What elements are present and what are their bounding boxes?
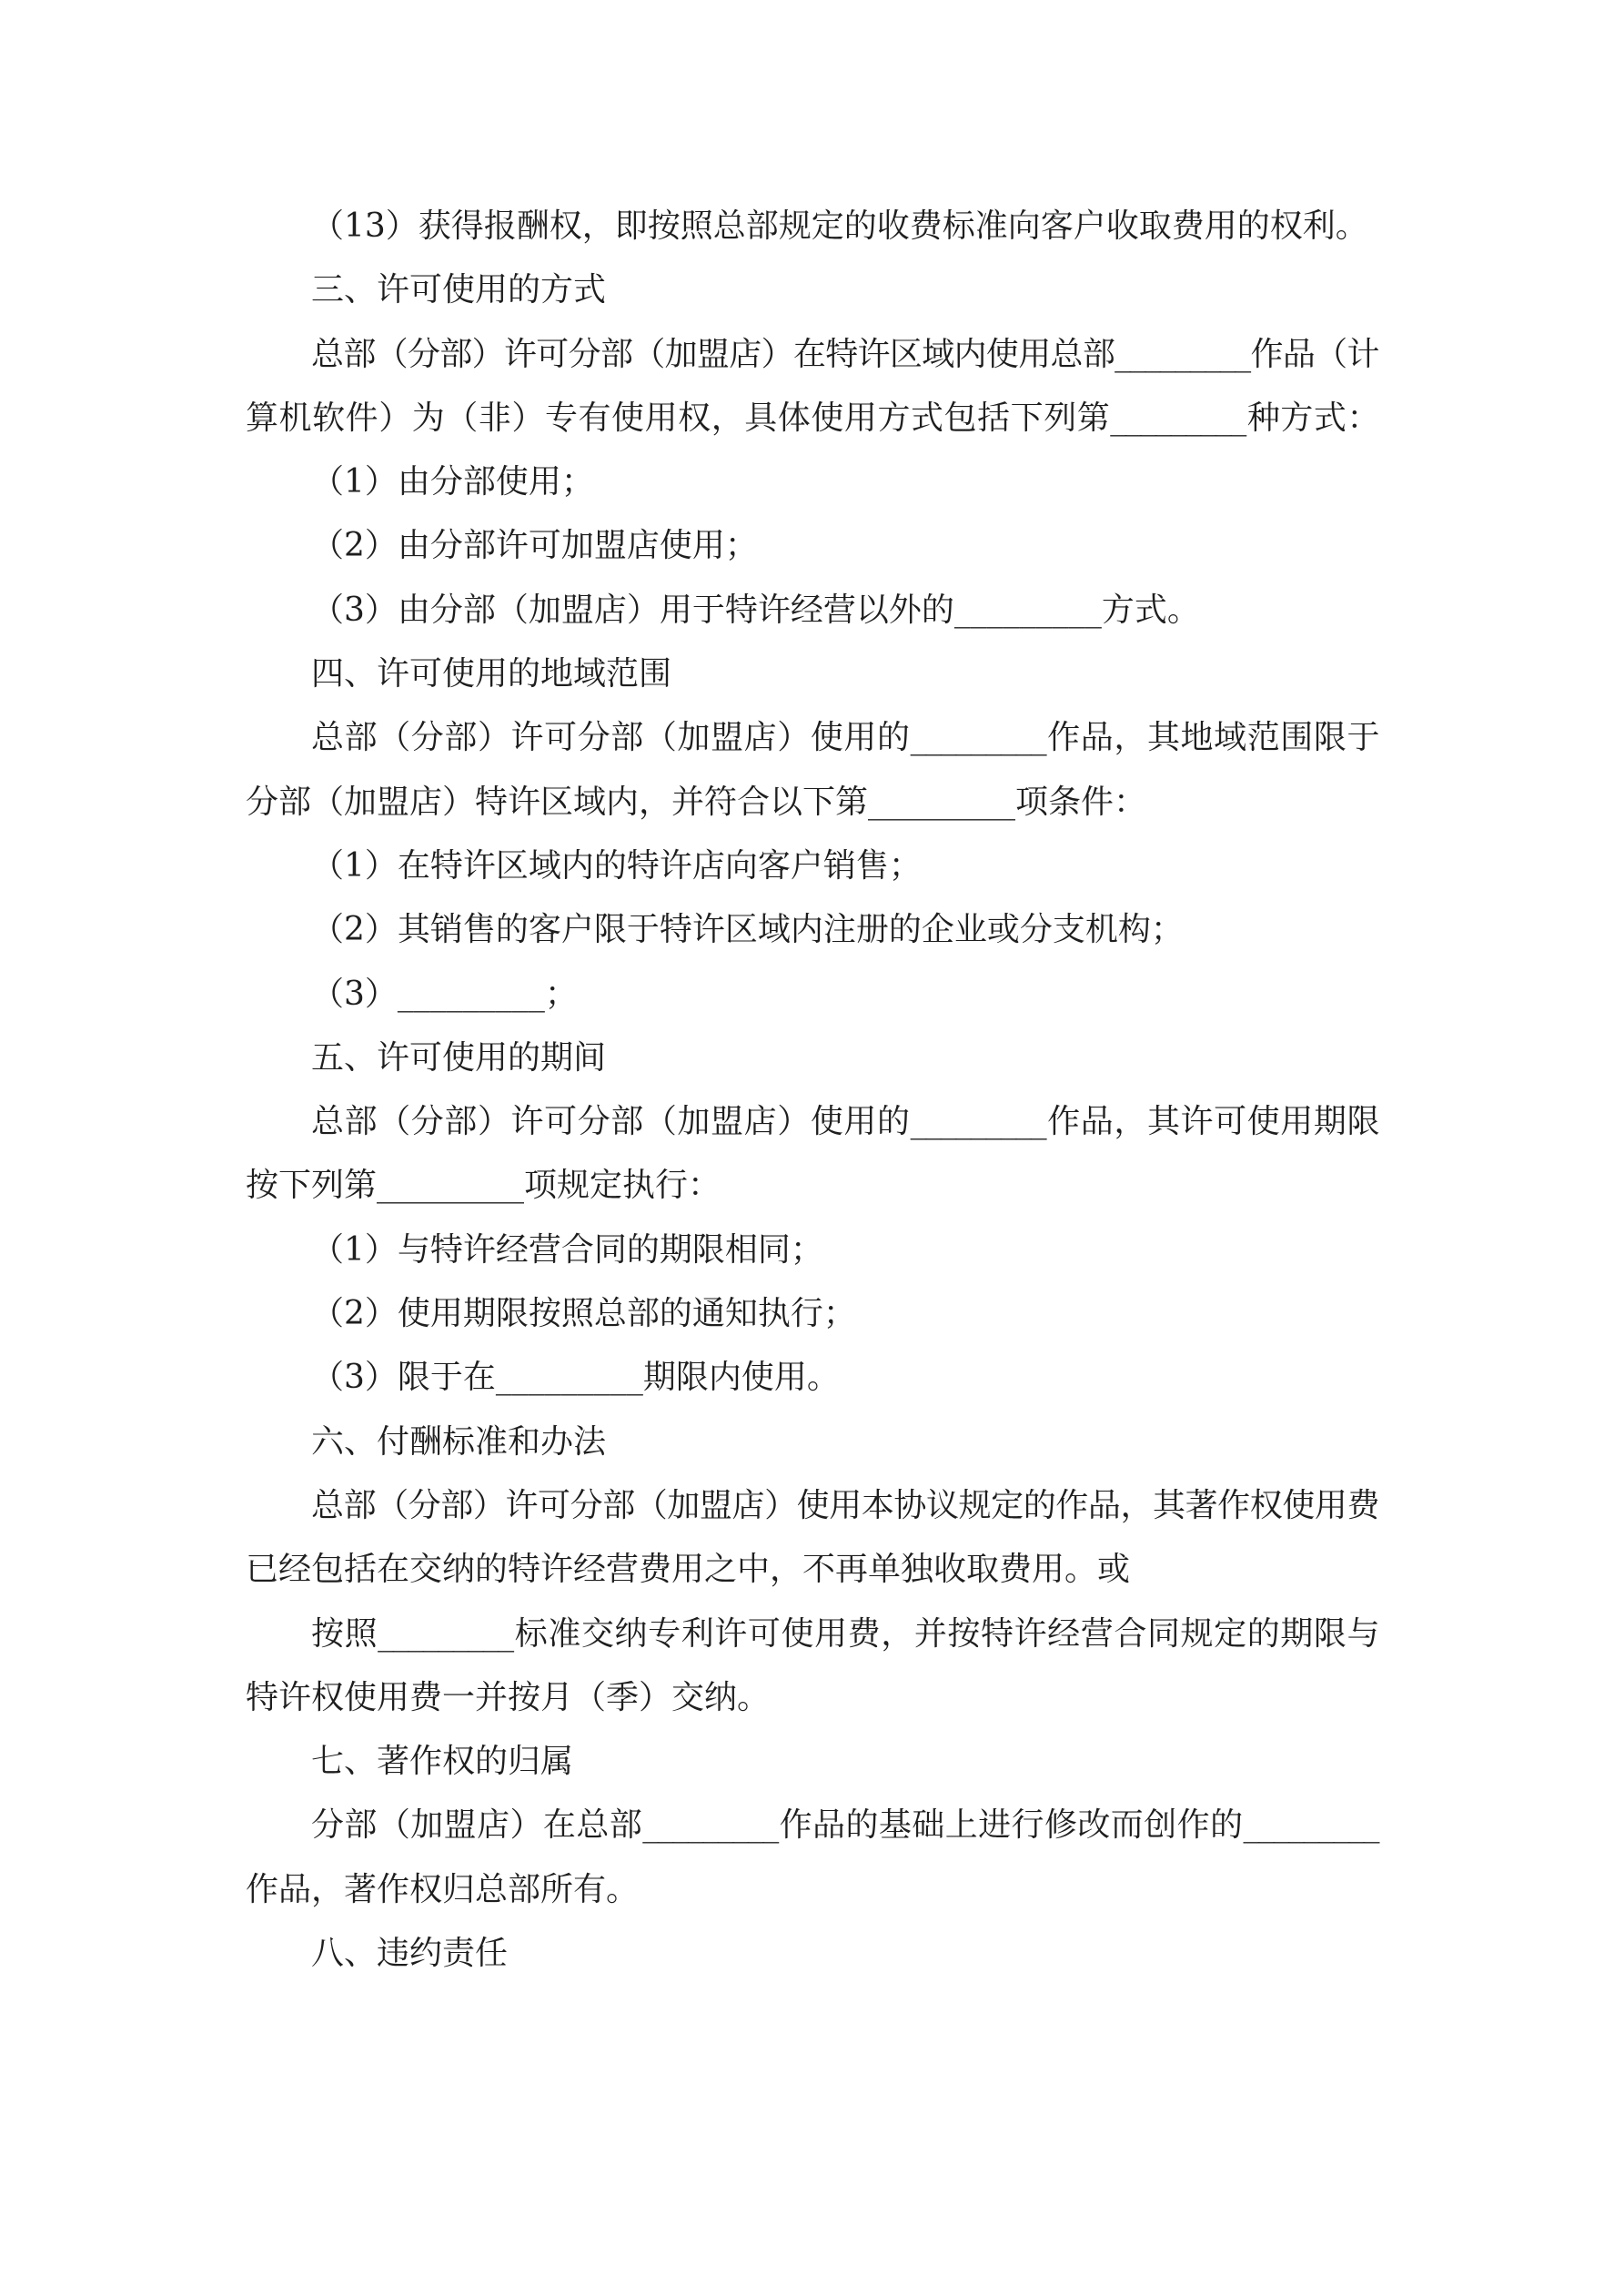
option-item: （2）由分部许可加盟店使用； xyxy=(311,527,758,565)
body-line: 算机软件）为（非）专有使用权，具体使用方式包括下列第_________种方式： xyxy=(246,399,1378,437)
option-item: （2）使用期限按照总部的通知执行； xyxy=(311,1295,856,1333)
body-line: 总部（分部）许可分部（加盟店）使用的_________作品，其许可使用期限 xyxy=(311,1103,1378,1141)
section-territorial-scope xyxy=(246,642,1378,1027)
section-heading: 三、许可使用的方式 xyxy=(311,271,607,309)
body-line: 总部（分部）许可分部（加盟店）使用的_________作品，其地域范围限于 xyxy=(311,719,1378,757)
option-item: （1）由分部使用； xyxy=(311,463,594,501)
clause-13-text: （13）获得报酬权，即按照总部规定的收费标准向客户收取费用的权利。 xyxy=(311,207,1368,245)
body-line: 作品，著作权归总部所有。 xyxy=(246,1870,640,1908)
alternative-line: 按照_________标准交纳专利许可使用费，并按特许经营合同规定的期限与 xyxy=(311,1614,1378,1653)
option-item: （3）由分部（加盟店）用于特许经营以外的_________方式。 xyxy=(311,591,1200,629)
body-line: 总部（分部）许可分部（加盟店）使用本协议规定的作品，其著作权使用费 xyxy=(311,1486,1378,1524)
body-line: 分部（加盟店）特许区域内，并符合以下第_________项条件： xyxy=(246,783,1147,821)
body-line: 分部（加盟店）在总部_________作品的基础上进行修改而创作的_________ xyxy=(311,1806,1378,1845)
section-heading: 七、著作权的归属 xyxy=(311,1743,574,1781)
section-heading: 六、付酬标准和办法 xyxy=(311,1422,607,1461)
body-line: 按下列第_________项规定执行： xyxy=(246,1167,721,1205)
option-item: （3）_________； xyxy=(311,975,578,1013)
section-heading: 四、许可使用的地域范围 xyxy=(311,655,672,693)
section-license-method xyxy=(246,258,1378,642)
option-item: （2）其销售的客户限于特许区域内注册的企业或分支机构； xyxy=(311,911,1184,949)
section-breach-liability xyxy=(246,1922,1378,1986)
section-heading: 五、许可使用的期间 xyxy=(311,1038,607,1077)
alternative-line: 特许权使用费一并按月（季）交纳。 xyxy=(246,1678,771,1716)
body-line: 已经包括在交纳的特许经营费用之中，不再单独收取费用。或 xyxy=(246,1551,1131,1589)
section-copyright-ownership xyxy=(246,1730,1378,1922)
section-license-period xyxy=(246,1027,1378,1411)
section-heading: 八、违约责任 xyxy=(311,1935,509,1973)
option-item: （1）在特许区域内的特许店向客户销售； xyxy=(311,846,922,885)
section-payment-terms xyxy=(246,1411,1378,1730)
body-line: 总部（分部）许可分部（加盟店）在特许区域内使用总部_________作品（计 xyxy=(311,335,1378,373)
option-item: （3）限于在_________期限内使用。 xyxy=(311,1359,840,1397)
option-item: （1）与特许经营合同的期限相同； xyxy=(311,1230,823,1269)
